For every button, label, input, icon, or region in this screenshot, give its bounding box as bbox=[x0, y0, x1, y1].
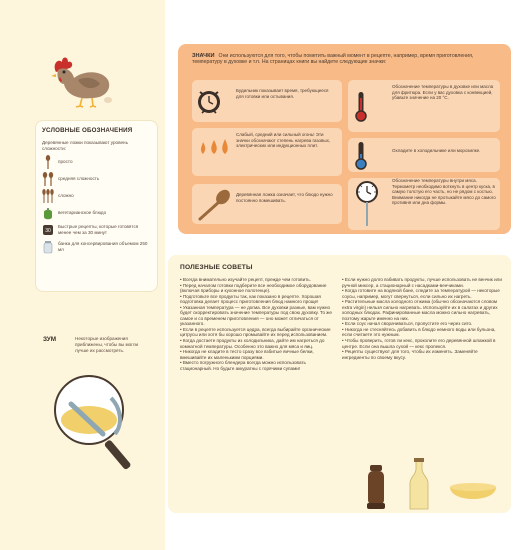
sign-text-flame: Слабый, средний или сильный огонь! Эти значки обозначают степень нагрева газовых, электрических или индукционных плит. bbox=[236, 132, 331, 149]
tip-right-1: • Если нужно долго взбивать продукты, лучше использовать не венчик или ручной миксер, а стационарный с насадками-венчиками. bbox=[342, 277, 502, 288]
triple-spoon-icon bbox=[42, 189, 54, 203]
tip-left-3: • Подготовьте все продукты так, как показано в рецепте. Хорошая подготовка делает процесс приготовления блюд намного проще! bbox=[180, 293, 321, 305]
legend-item-vegetarian bbox=[42, 206, 151, 220]
flame-icon bbox=[198, 138, 230, 156]
zoom-title: ЗУМ bbox=[43, 336, 57, 343]
legend-intro: Деревянные ложки показывают уровень сложности: bbox=[42, 140, 128, 151]
zoom-illustration bbox=[41, 364, 153, 478]
tips-left-column bbox=[180, 277, 336, 371]
tips-title: ПОЛЕЗНЫЕ СОВЕТЫ bbox=[180, 264, 253, 271]
legend-label-medium: средняя сложность bbox=[58, 176, 100, 181]
legend-title: УСЛОВНЫЕ ОБОЗНАЧЕНИЯ bbox=[42, 127, 133, 134]
legend-item-quick bbox=[42, 223, 151, 237]
thermometer-cold-icon bbox=[354, 140, 368, 170]
timer-icon bbox=[196, 86, 222, 116]
tip-left-8: • Вместо погружного блендера всегда можно использовать стационарный. Но будьте аккуратны с горячими супами! bbox=[180, 360, 306, 371]
tips-kitchen-illustration bbox=[364, 457, 504, 511]
tip-right-2: • Когда готовите на водяной бане, следите за температурой — некоторые соусы, например, могут свернуться, если сильно их нагреть. bbox=[342, 288, 500, 299]
svg-text:30: 30 bbox=[45, 228, 51, 235]
sign-text-oven-temp: Обозначение температуры в духовке или масла для фритюра. Если у вас духовка с конвекцией, убавьте значение на 20 °С. bbox=[392, 84, 494, 101]
legend-label-vegetarian: вегетарианское блюдо bbox=[58, 210, 107, 215]
tip-right-6: • Чтобы проверить, готов ли кекс, проколите его деревянной шпажкой в центре. Если она вышла сухой — кекс пропекся. bbox=[342, 338, 496, 349]
legend-label-quick: Быстрые рецепты, которые готовятся менее чем за 30 минут bbox=[58, 224, 139, 235]
legend-card bbox=[35, 120, 158, 292]
tip-left-6: • Когда достаете продукты из холодильника, дайте им нагреться до комнатной температуры. Особенно это важно для мяса и яиц. bbox=[180, 338, 325, 349]
tips-box bbox=[168, 255, 511, 513]
green-pepper-icon bbox=[42, 206, 54, 220]
oil-bottle-icon bbox=[410, 458, 428, 509]
signs-box bbox=[178, 44, 511, 234]
signs-intro-text: Они используются для того, чтобы пометить важный момент в рецепте, например, время приготовления, температуру в духовке и т.п. На страницах книги вы найдете следующие значки: bbox=[192, 53, 474, 66]
zoom-text: Некоторые изображения приближены, чтобы вы могли лучше их рассмотреть. bbox=[75, 336, 139, 353]
sign-text-meat-probe: Обозначение температуры внутри мяса. Термометр необходимо воткнуть в центр куска, в самую толстую его часть, но не рядом с костью. Внимание никогда не протыкайте мясо до самого противня или дна формы. bbox=[392, 178, 496, 206]
sign-card-cold bbox=[348, 138, 500, 172]
signs-title: ЗНАЧКИ bbox=[192, 53, 215, 59]
legend-item-jar bbox=[42, 240, 151, 254]
sign-text-timer: Будильник показывает время, требующееся для готовки или остывания. bbox=[236, 88, 329, 99]
hen-illustration bbox=[50, 50, 116, 108]
probe-thermometer-icon bbox=[354, 180, 380, 228]
signs-intro bbox=[192, 53, 502, 66]
tip-right-7: • Рецепты существуют для того, чтобы их изменять. Заменяйте ингредиенты по своему вкусу. bbox=[342, 349, 478, 360]
sign-text-spoon: Деревянная ложка означает, что блюдо нужно постоянно помешивать. bbox=[236, 192, 333, 203]
thermometer-hot-icon bbox=[354, 90, 368, 122]
zoom-card bbox=[35, 328, 158, 480]
tip-left-5: • Если в рецепте используется цедра, всегда выбирайте органические цитрусы или хотя бы хорошо промывайте их перед использованием. bbox=[180, 326, 331, 338]
single-spoon-icon bbox=[42, 155, 54, 169]
tip-right-4: • Если соус начал сворачиваться, пропустите его через сито. bbox=[342, 321, 473, 327]
clock-icon bbox=[42, 223, 54, 237]
tip-left-2: • Перед началом готовки подберите все необходимое оборудование (включая приборы и кухонное полотенце). bbox=[180, 282, 327, 294]
legend-item-easy bbox=[42, 155, 151, 169]
legend-label-easy: просто bbox=[58, 159, 73, 164]
pepper-mill-icon bbox=[367, 465, 385, 509]
sign-text-cold: Охладите в холодильнике или морозилке. bbox=[392, 148, 481, 153]
tip-right-3: • Растительные масла холодного отжима (обычно обозначаются словом extra virgin) нельзя сильно нагревать. Используйте их в салатах и других холодных блюдах. Рафинированные масла можно сильно нагревать, поэтому жарьте именно на них. bbox=[342, 299, 498, 321]
sauce-bowl-icon bbox=[450, 483, 496, 499]
double-spoon-icon bbox=[42, 172, 54, 186]
wooden-spoon-icon bbox=[196, 189, 232, 221]
tip-left-7: • Никогда не кладите в тесто сразу все взбитые яичные белки, вмешивайте их маленькими порциями. bbox=[180, 349, 314, 360]
legend-label-jar: банка для консервирования объемом 250 мл bbox=[58, 241, 148, 252]
tips-right-column bbox=[342, 277, 502, 360]
jar-icon bbox=[42, 240, 54, 254]
tip-left-4: • Указанная температура — не догма. Все духовки разные, вам нужно будет скорректировать значение температуры под свою духовку. То же самое и со временем приготовления — оно может отличаться от указанного. bbox=[180, 304, 332, 327]
tip-right-5: • Никогда не стесняйтесь добавить в блюдо немного воды или бульона, если считаете это нужным. bbox=[342, 326, 496, 338]
tip-left-1: • Всегда внимательно изучайте рецепт, прежде чем готовить. bbox=[180, 277, 311, 282]
legend-item-medium bbox=[42, 172, 151, 186]
legend-item-hard bbox=[42, 189, 151, 203]
legend-label-hard: сложно bbox=[58, 193, 74, 198]
